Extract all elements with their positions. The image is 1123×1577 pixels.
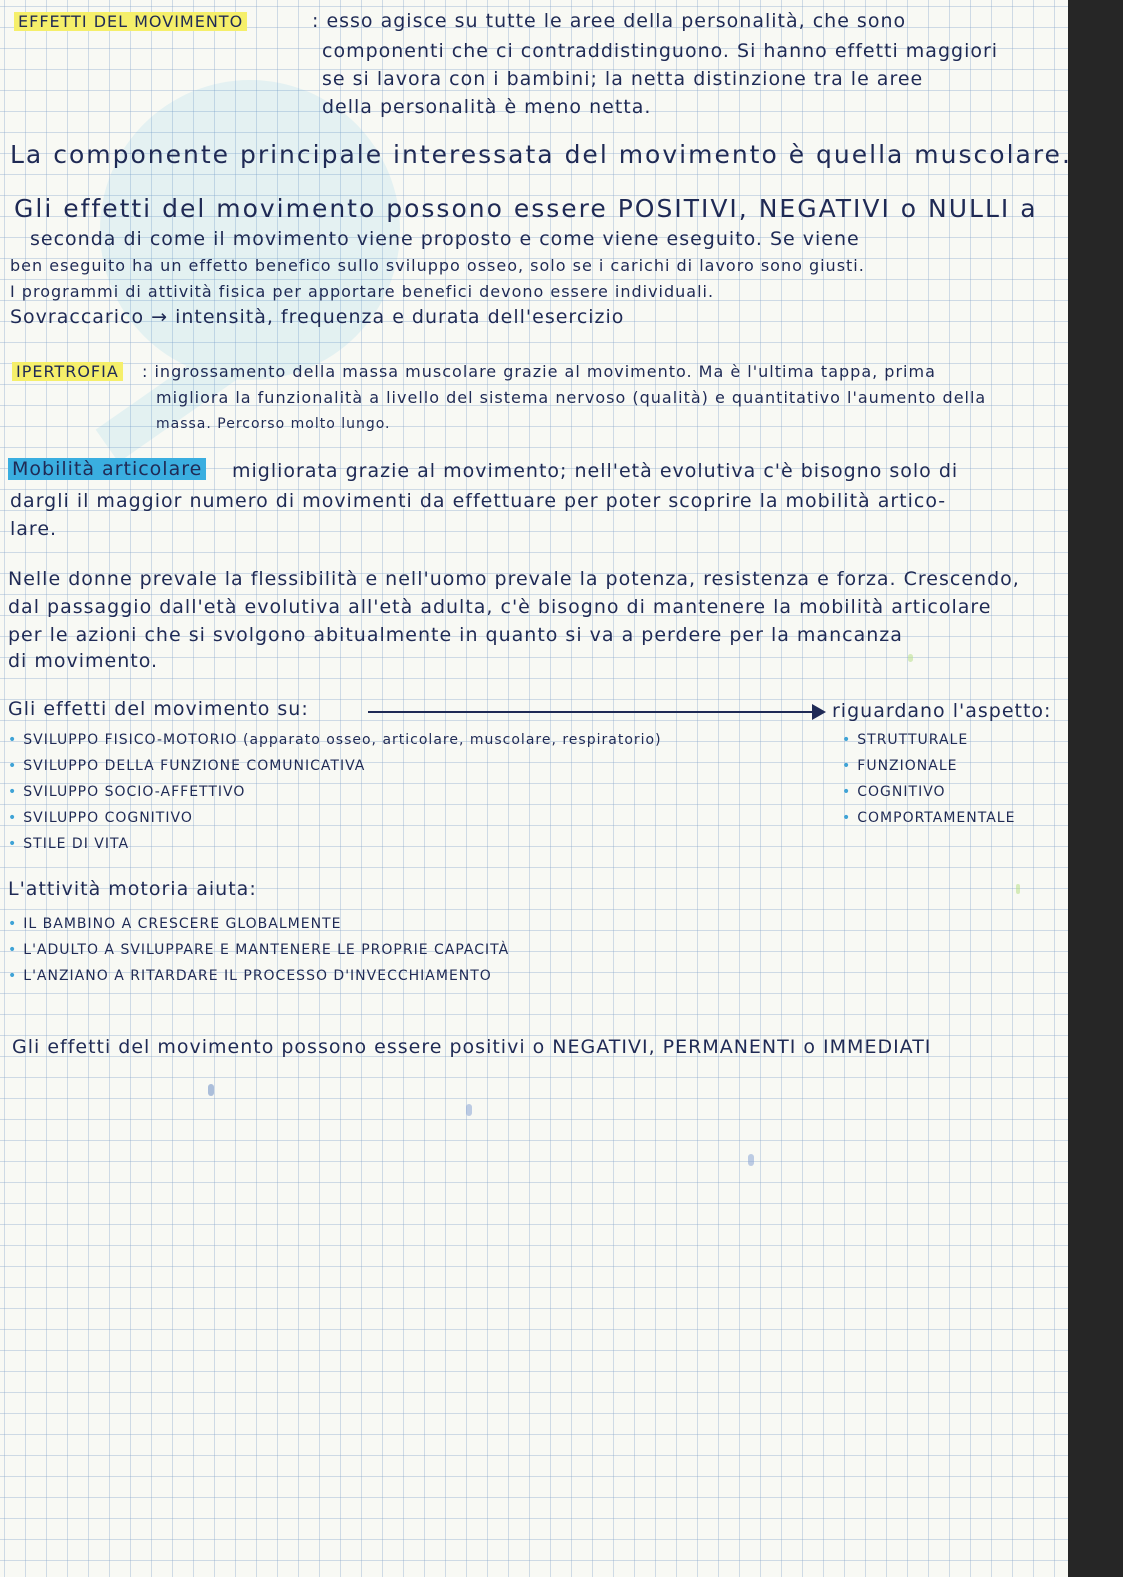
bullet-icon: •: [8, 916, 18, 932]
attivita-item: • L'ANZIANO A RITARDARE IL PROCESSO D'INVECCHIAMENTO: [8, 968, 492, 984]
effects-line-1: Gli effetti del movimento possono essere POSITIVI, NEGATIVI o NULLI a: [14, 194, 1038, 223]
aspetto-item: • FUNZIONALE: [842, 758, 958, 774]
intro-line-4: della personalità è meno netta.: [322, 96, 652, 118]
donne-line-3: per le azioni che si svolgono abitualmente in quanto si va a perdere per la mancanza: [8, 624, 903, 646]
bullet-icon: •: [8, 942, 18, 958]
aspetto-item: • STRUTTURALE: [842, 732, 969, 748]
ipertrofia-line-3: massa. Percorso molto lungo.: [156, 416, 391, 432]
attivita-item: • L'ADULTO A SVILUPPARE E MANTENERE LE PROPRIE CAPACITÀ: [8, 942, 510, 958]
intro-line-1: : esso agisce su tutte le aree della personalità, che sono: [312, 10, 907, 32]
aspetto-item: • COMPORTAMENTALE: [842, 810, 1016, 826]
final-line: Gli effetti del movimento possono essere positivi o NEGATIVI, PERMANENTI o IMMEDIATI: [12, 1036, 932, 1058]
bullet-icon: •: [8, 810, 18, 826]
bullet-icon: •: [842, 784, 852, 800]
scan-edge: [1068, 0, 1123, 1577]
sviluppo-item: • SVILUPPO DELLA FUNZIONE COMUNICATIVA: [8, 758, 366, 774]
component-line: La componente principale interessata del movimento è quella muscolare.: [10, 140, 1072, 169]
bullet-icon: •: [8, 758, 18, 774]
effects-line-4: I programmi di attività fisica per apportare benefici devono essere individuali.: [10, 282, 715, 301]
bullet-icon: •: [842, 810, 852, 826]
attivita-title: L'attività motoria aiuta:: [8, 878, 257, 900]
bullet-icon: •: [8, 784, 18, 800]
effects-line-2: seconda di come il movimento viene proposto e come viene eseguito. Se viene: [30, 228, 860, 250]
arrow-right-icon: [812, 704, 826, 720]
effects-line-5: Sovraccarico → intensità, frequenza e durata dell'esercizio: [10, 306, 625, 328]
ipertrofia-label: IPERTROFIA: [12, 362, 123, 381]
riguardano-label: riguardano l'aspetto:: [832, 700, 1052, 722]
mobilita-label: Mobilità articolare: [8, 458, 206, 480]
bullet-icon: •: [8, 968, 18, 984]
sviluppo-item: • SVILUPPO COGNITIVO: [8, 810, 193, 826]
intro-line-3: se si lavora con i bambini; la netta distinzione tra le aree: [322, 68, 924, 90]
sviluppo-item: • SVILUPPO SOCIO-AFFETTIVO: [8, 784, 246, 800]
ipertrofia-line-2: migliora la funzionalità a livello del sistema nervoso (qualità) e quantitativo l'aumento della: [156, 388, 987, 407]
bullet-icon: •: [842, 758, 852, 774]
bullet-icon: •: [8, 732, 18, 748]
ink-speck: [908, 654, 913, 662]
ink-speck: [748, 1154, 754, 1166]
effetti-su-title: Gli effetti del movimento su:: [8, 698, 309, 720]
mobilita-line-1: migliorata grazie al movimento; nell'età evolutiva c'è bisogno solo di: [232, 460, 959, 482]
aspetto-item: • COGNITIVO: [842, 784, 946, 800]
ink-speck: [208, 1084, 214, 1096]
bullet-icon: •: [842, 732, 852, 748]
mobilita-line-2: dargli il maggior numero di movimenti da effettuare per poter scoprire la mobilità artico-: [10, 490, 947, 512]
intro-title: EFFETTI DEL MOVIMENTO: [14, 12, 247, 31]
ink-speck: [466, 1104, 472, 1116]
arrow-line: [368, 711, 818, 713]
donne-line-2: dal passaggio dall'età evolutiva all'età adulta, c'è bisogno di mantenere la mobilità articolare: [8, 596, 992, 618]
attivita-item: • IL BAMBINO A CRESCERE GLOBALMENTE: [8, 916, 342, 932]
intro-line-2: componenti che ci contraddistinguono. Si hanno effetti maggiori: [322, 40, 999, 62]
donne-line-1: Nelle donne prevale la flessibilità e nell'uomo prevale la potenza, resistenza e forza. Crescendo,: [8, 568, 1020, 590]
donne-line-4: di movimento.: [8, 650, 159, 672]
mobilita-line-3: lare.: [10, 518, 58, 540]
ipertrofia-line-1: : ingrossamento della massa muscolare grazie al movimento. Ma è l'ultima tappa, prima: [142, 362, 936, 381]
ink-speck: [1016, 884, 1020, 894]
sviluppo-item: • SVILUPPO FISICO-MOTORIO (apparato osseo, articolare, muscolare, respiratorio): [8, 732, 662, 748]
sviluppo-item: • STILE DI VITA: [8, 836, 130, 852]
effects-line-3: ben eseguito ha un effetto benefico sullo sviluppo osseo, solo se i carichi di lavoro sono giusti.: [10, 256, 865, 275]
bullet-icon: •: [8, 836, 18, 852]
